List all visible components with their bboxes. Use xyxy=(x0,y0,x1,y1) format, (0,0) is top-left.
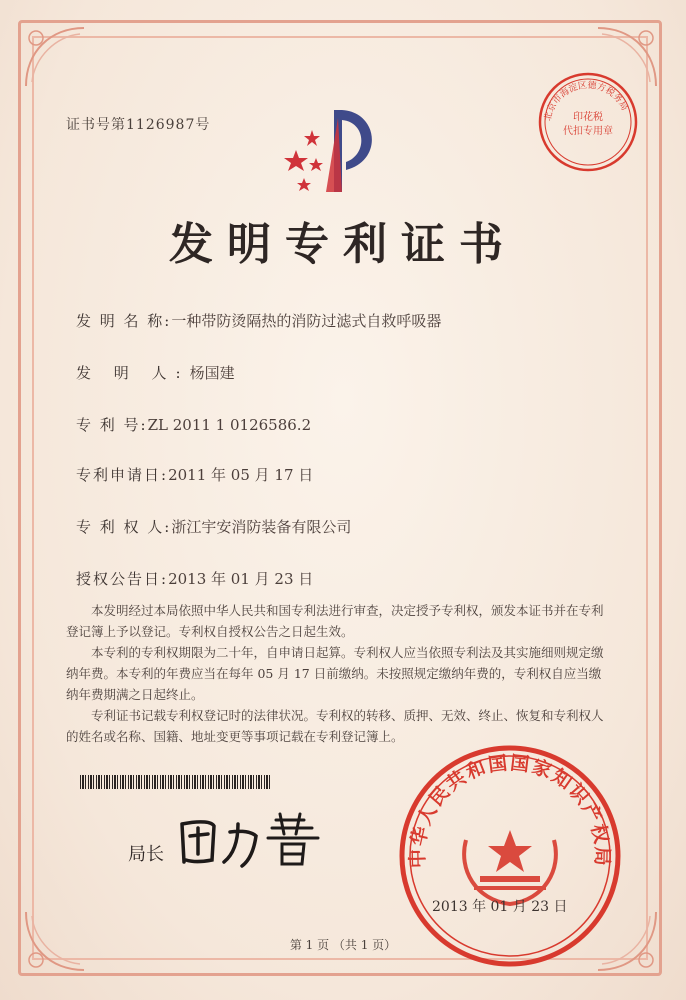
field-value: 杨国建 xyxy=(189,364,235,382)
field-value: 浙江宇安消防装备有限公司 xyxy=(171,518,352,536)
corner-ornament-icon xyxy=(20,22,90,92)
field-label: 专 利 权 人: xyxy=(76,518,172,536)
barcode xyxy=(80,775,270,789)
field-value: ZL 2011 1 0126586.2 xyxy=(147,416,312,434)
tax-seal-inner-text-2: 代扣专用章 xyxy=(563,126,613,137)
field-inventor xyxy=(76,362,235,383)
field-label: 发 明 名 称: xyxy=(76,312,172,330)
field-label: 专 利 号: xyxy=(76,416,148,434)
cnipa-seal-text: 中华人民共和国国家知识产权局 xyxy=(406,752,614,869)
certificate-number xyxy=(66,114,210,134)
field-value: 一种带防烫隔热的消防过滤式自救呼吸器 xyxy=(171,312,442,330)
field-label: 授权公告日: xyxy=(76,570,169,588)
field-value: 2011 年 05 月 17 日 xyxy=(168,466,314,484)
issue-date: 2013 年 01 月 23 日 xyxy=(432,899,568,915)
field-patentee xyxy=(76,516,351,537)
field-label: 专利申请日: xyxy=(76,466,169,484)
field-application-date xyxy=(76,464,313,485)
certificate-number-value: 1126987 xyxy=(126,117,196,133)
tax-stamp-seal-icon xyxy=(536,70,640,174)
field-value: 2013 年 01 月 23 日 xyxy=(168,570,314,588)
tax-seal-inner-text-1: 印花税 xyxy=(573,112,603,123)
tax-seal-outer-text: 北京市海淀区德方税务局 xyxy=(543,80,630,122)
body-paragraph: 本发明经过本局依照中华人民共和国专利法进行审查，决定授予专利权，颁发本证书并在专利登记簿上予以登记。专利权自授权公告之日起生效。 xyxy=(66,603,604,639)
certificate-number-label: 证书号第 xyxy=(66,117,126,133)
certificate-title: 发明专利证书 xyxy=(169,219,517,270)
field-grant-date xyxy=(76,568,313,589)
body-paragraph: 专利证书记载专利权登记时的法律状况。专利权的转移、质押、无效、终止、恢复和专利权人的姓名或名称、国籍、地址变更等事项记载在专利登记簿上。 xyxy=(66,708,604,744)
director-signature-icon xyxy=(172,810,332,870)
page-number: 第 1 页 （共 1 页） xyxy=(289,938,397,952)
certificate-number-suffix: 号 xyxy=(195,117,211,133)
certificate-body xyxy=(66,600,606,747)
director-label: 局长 xyxy=(128,844,164,865)
field-patent-number xyxy=(76,414,311,435)
body-paragraph: 本专利的专利权期限为二十年，自申请日起算。专利权人应当依照专利法及其实施细则规定缴纳年费。本专利的年费应当在每年 05 月 17 日前缴纳。未按照规定缴纳年费的，专利权自应当缴纳年费期满之日起终止。 xyxy=(66,645,604,702)
field-invention-name xyxy=(76,310,441,331)
field-label: 发 明 人: xyxy=(76,364,190,382)
patent-office-logo-icon xyxy=(282,100,392,200)
